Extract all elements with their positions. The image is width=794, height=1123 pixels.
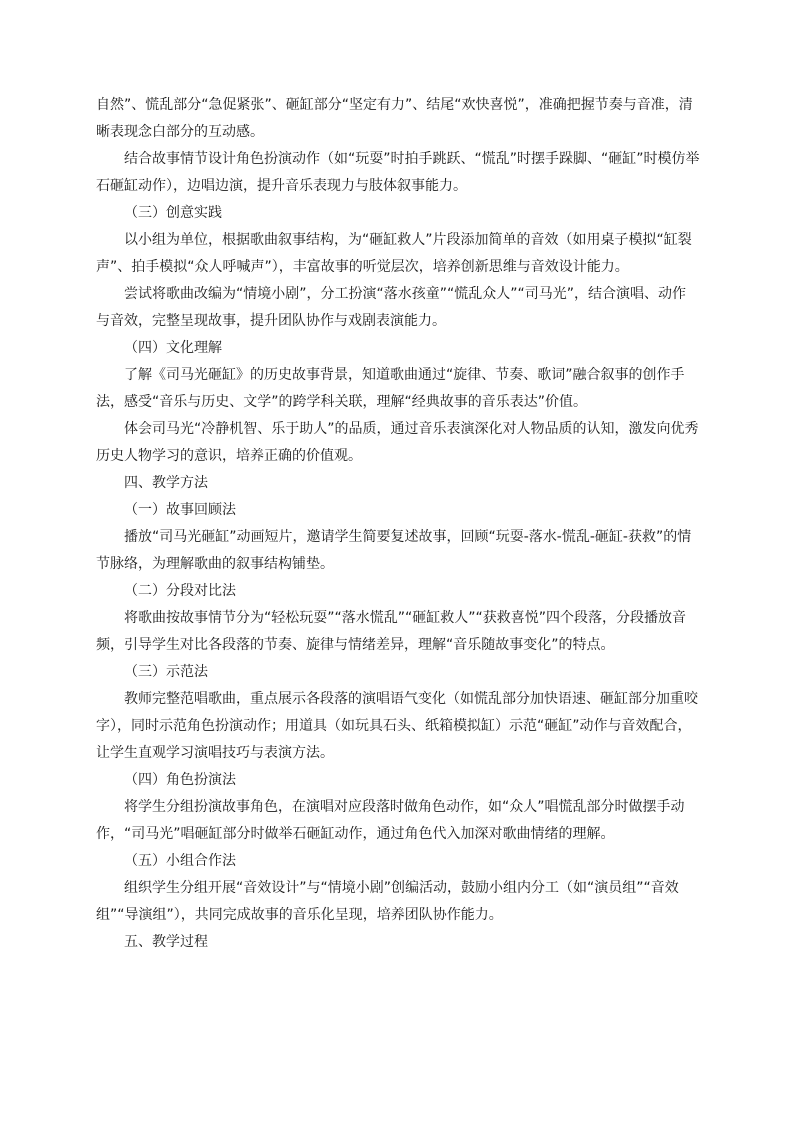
subheading-story-review: （一）故事回顾法 <box>124 502 236 518</box>
subheading-cultural-understanding: （四）文化理解 <box>124 340 222 356</box>
subheading-creative-practice: （三）创意实践 <box>124 205 222 221</box>
document-body <box>96 92 700 956</box>
section-heading-teaching-methods: 四、教学方法 <box>124 475 208 491</box>
paragraph-character-qualities: 体会司马光“冷静机智、乐于助人”的品质，通过音乐表演深化对人物品质的认知，激发向优秀历史人物学习的意识，培养正确的价值观。 <box>96 421 699 464</box>
paragraph-story-review: 播放“司马光砸缸”动画短片，邀请学生简要复述故事，回顾“玩耍-落水-慌乱-砸缸-获救”的情节脉络，为理解歌曲的叙事结构铺垫。 <box>96 529 692 572</box>
subheading-group-cooperation: （五）小组合作法 <box>124 853 236 869</box>
section-heading-teaching-process: 五、教学过程 <box>124 934 208 950</box>
paragraph-rhythm-continued: 自然”、慌乱部分“急促紧张”、砸缸部分“坚定有力”、结尾“欢快喜悦”，准确把握节奏与音准，清晰表现念白部分的互动感。 <box>96 97 693 140</box>
subheading-demonstration: （三）示范法 <box>124 664 208 680</box>
subheading-role-play: （四）角色扮演法 <box>124 772 236 788</box>
paragraph-mini-drama: 尝试将歌曲改编为“情境小剧”，分工扮演“落水孩童”“慌乱众人”“司马光”，结合演唱、动作与音效，完整呈现故事，提升团队协作与戏剧表演能力。 <box>96 286 687 329</box>
paragraph-role-play: 将学生分组扮演故事角色，在演唱对应段落时做角色动作，如“众人”唱慌乱部分时做摆手动作，“司马光”唱砸缸部分时做举石砸缸动作，通过角色代入加深对歌曲情绪的理解。 <box>96 799 685 842</box>
paragraph-segment-comparison: 将歌曲按故事情节分为“轻松玩耍”“落水慌乱”“砸缸救人”“获救喜悦”四个段落，分段播放音频，引导学生对比各段落的节奏、旋律与情绪差异，理解“音乐随故事变化”的特点。 <box>96 610 687 653</box>
paragraph-role-play-actions: 结合故事情节设计角色扮演动作（如“玩耍”时拍手跳跃、“慌乱”时摆手跺脚、“砸缸”时模仿举石砸缸动作），边唱边演，提升音乐表现力与肢体叙事能力。 <box>96 151 700 194</box>
paragraph-historical-background: 了解《司马光砸缸》的历史故事背景，知道歌曲通过“旋律、节奏、歌词”融合叙事的创作手法，感受“音乐与历史、文学”的跨学科关联，理解“经典故事的音乐表达”价值。 <box>96 367 685 410</box>
paragraph-group-cooperation: 组织学生分组开展“音效设计”与“情境小剧”创编活动，鼓励小组内分工（如“演员组”“音效组”“导演组”），共同完成故事的音乐化呈现，培养团队协作能力。 <box>96 880 679 923</box>
subheading-segment-comparison: （二）分段对比法 <box>124 583 236 599</box>
paragraph-demonstration: 教师完整范唱歌曲，重点展示各段落的演唱语气变化（如慌乱部分加快语速、砸缸部分加重咬字），同时示范角色扮演动作；用道具（如玩具石头、纸箱模拟缸）示范“砸缸”动作与音效配合，让学生直观学习演唱技巧与表演方法。 <box>96 691 698 761</box>
paragraph-sound-effects: 以小组为单位，根据歌曲叙事结构，为“砸缸救人”片段添加简单的音效（如用桌子模拟“缸裂声”、拍手模拟“众人呼喊声”），丰富故事的听觉层次，培养创新思维与音效设计能力。 <box>96 232 692 275</box>
